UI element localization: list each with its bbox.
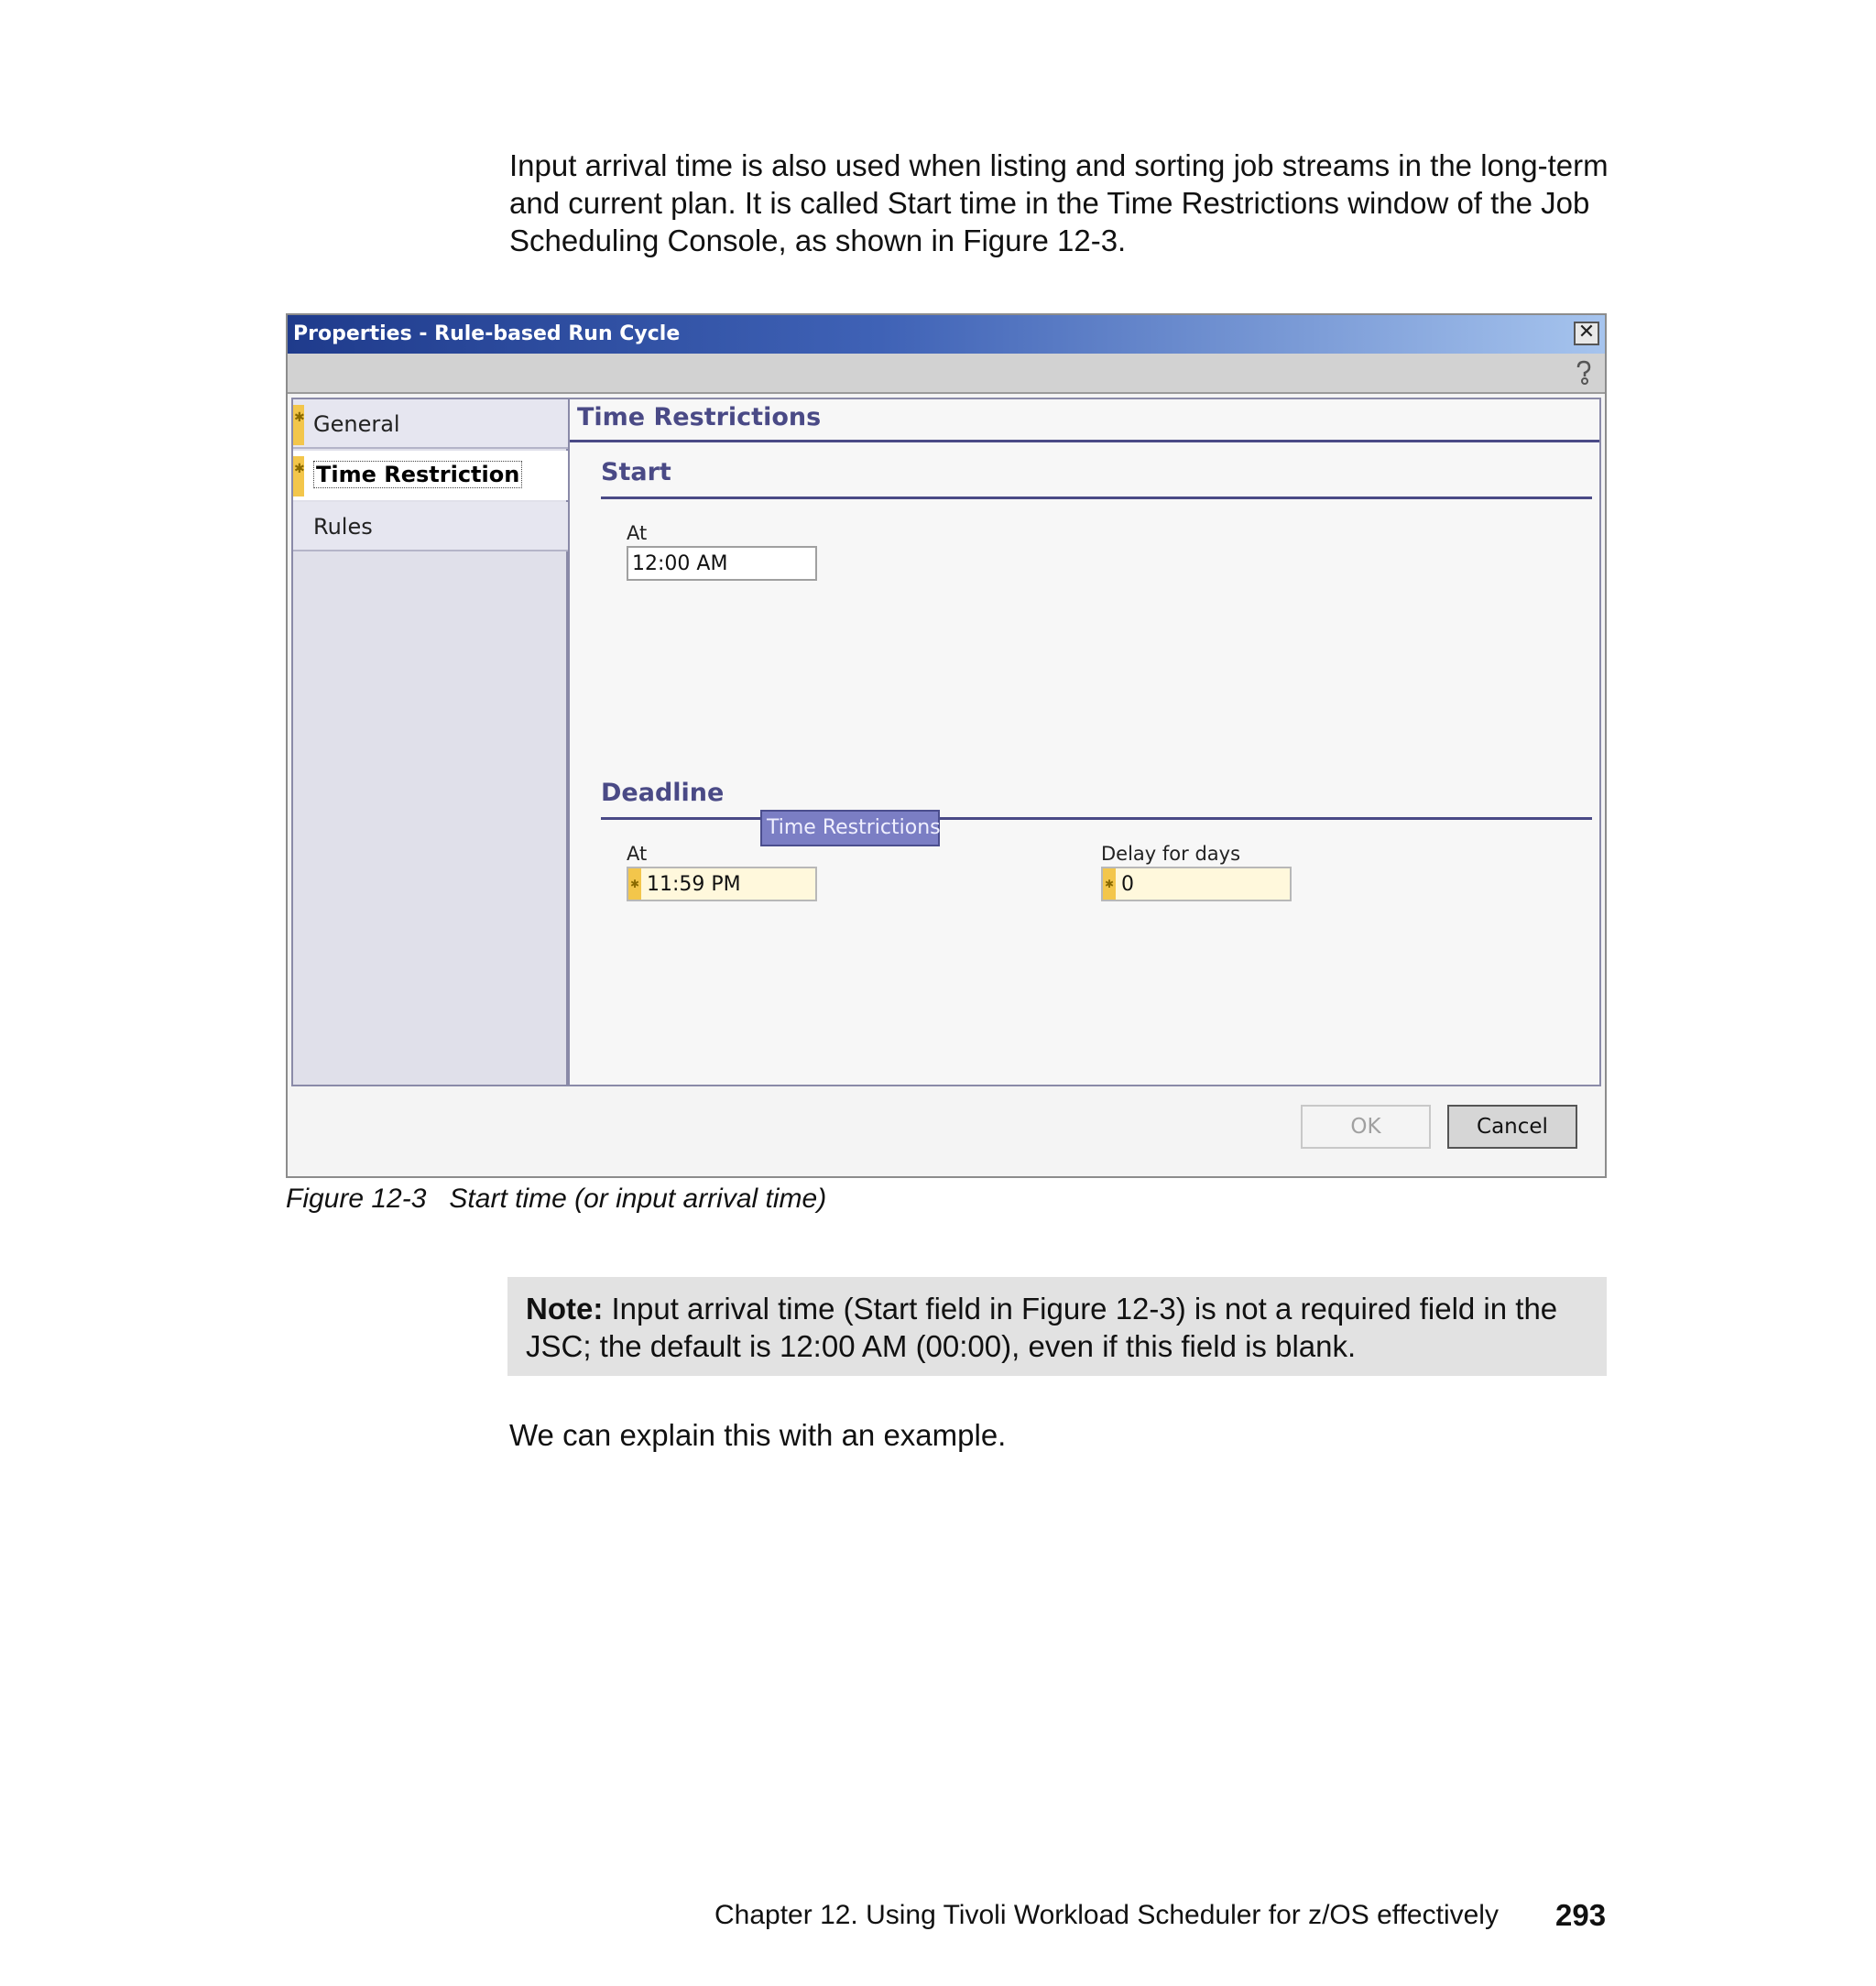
divider [601, 496, 1592, 499]
nav-item-label: General [313, 411, 400, 437]
figure-caption: Figure 12-3 Start time (or input arrival time) [286, 1184, 827, 1214]
close-button[interactable] [1574, 322, 1599, 345]
delay-days-input[interactable] [1101, 867, 1292, 901]
footer-chapter: Chapter 12. Using Tivoli Workload Scheduler for z/OS effectively [714, 1900, 1499, 1930]
help-icon[interactable] [1572, 359, 1596, 387]
deadline-at-label: At [627, 843, 648, 865]
title-bar[interactable] [288, 315, 1605, 354]
note-text: Input arrival time (Start field in Figure 12-3) is not a required field in the JSC; the default is 12:00 AM (00:00), even if this field is blank. [526, 1292, 1558, 1363]
delay-days-value: 0 [1121, 873, 1134, 896]
start-heading: Start [601, 458, 671, 486]
close-icon: ✕ [1577, 321, 1596, 344]
nav-item-time-restrictions[interactable] [293, 451, 570, 500]
navigation-panel [291, 398, 568, 1086]
panel-title: Time Restrictions [577, 403, 822, 431]
deadline-heading: Deadline [601, 779, 725, 807]
page-number: 293 [1555, 1898, 1607, 1932]
note-box [507, 1277, 1607, 1376]
example-paragraph: We can explain this with an example. [509, 1418, 1007, 1452]
nav-item-rules[interactable] [293, 502, 568, 551]
cancel-button[interactable]: Cancel [1447, 1105, 1577, 1149]
content-panel [568, 398, 1601, 1086]
start-at-label: At [627, 522, 648, 544]
required-star-icon: ✱ [1103, 868, 1116, 900]
required-star-icon: ✱ [628, 868, 641, 900]
nav-item-general[interactable] [293, 399, 568, 449]
note-label: Note: [526, 1292, 604, 1326]
deadline-at-value: 11:59 PM [647, 873, 741, 896]
tooltip: Time Restrictions [760, 810, 940, 846]
ok-button[interactable]: OK [1301, 1105, 1431, 1149]
start-at-input[interactable]: 12:00 AM [627, 546, 817, 581]
nav-item-label: Rules [313, 514, 373, 540]
nav-item-label: Time Restriction [313, 461, 522, 488]
intro-paragraph: Input arrival time is also used when listing and sorting job streams in the long-term and current plan. It is called Start time in the Time Restrictions window of the Job Scheduling Console, as shown in Figure 12-3. [509, 148, 1609, 257]
deadline-at-input[interactable] [627, 867, 817, 901]
properties-window [286, 313, 1607, 1178]
required-star-icon: ✱ [294, 410, 305, 425]
required-star-icon: ✱ [294, 462, 305, 476]
toolbar [288, 354, 1605, 394]
delay-days-label: Delay for days [1101, 843, 1241, 865]
divider [570, 440, 1599, 442]
window-title: Properties - Rule-based Run Cycle [293, 322, 681, 345]
divider [601, 817, 1592, 820]
